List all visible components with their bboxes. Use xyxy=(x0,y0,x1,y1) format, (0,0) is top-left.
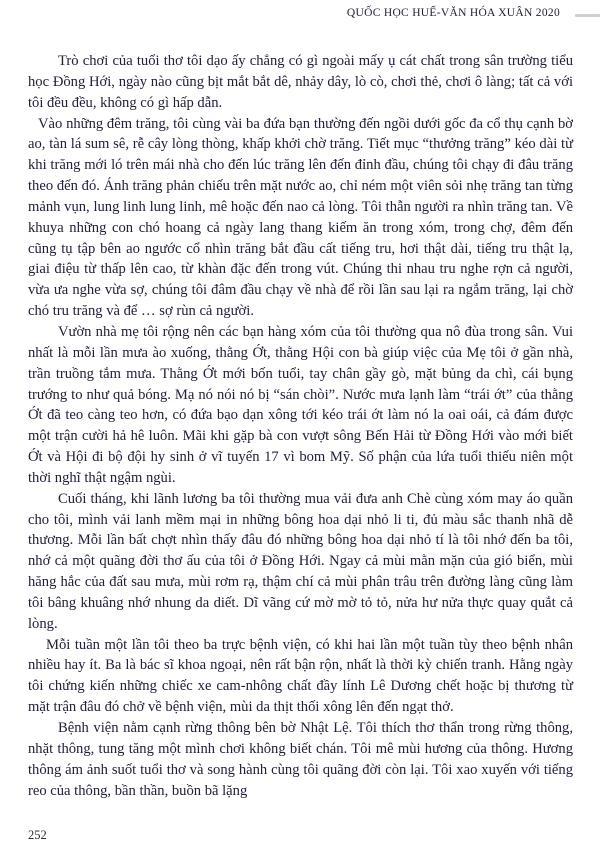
scan-artifact-mark xyxy=(575,14,600,17)
body-paragraph: Mỗi tuần một lần tôi theo ba trực bệnh viện, có khi hai lần một tuần tùy theo bệnh nhân nhiều hay ít. Ba là bác sĩ khoa ngoại, nên rất bận rộn, nhất là thời kỳ chiến tranh. Hằng ngày tôi chứng kiến những chiếc xe cam-nhông chất đầy lính Lê Dương chết hoặc bị thương từ mặt trận đâu đó chở về bệnh viện, mùi da thịt thối xông lên đến ngạt thở. xyxy=(28,636,573,716)
body-paragraph: Cuối tháng, khi lãnh lương ba tôi thường mua vải đưa anh Chè cùng xóm may áo quần cho tôi, mình vải lanh mềm mại in những bông hoa dại nhỏ li ti, đủ màu sắc thanh nhã dễ thương. Mỗi lần bất chợt nhìn thấy đâu đó những bông hoa dại nhỏ tí là tôi nhớ đến ba tôi, nhớ cả một quãng đời thơ ấu của tôi ở Đồng Hới. Ngay cả mùi mằn mặn của gió biển, mùi hăng hắc của đất sau mưa, mùi rơm rạ, thậm chí cả mùi phân trâu trên đường làng cũng làm tôi bâng khuâng nhớ nhung da diết. Dĩ vãng cứ mờ mờ tỏ tỏ, nửa hư nửa thực quay quắt cả lòng. xyxy=(28,490,573,632)
body-paragraph: Bệnh viện nằm cạnh rừng thông bên bờ Nhật Lệ. Tôi thích thơ thẩn trong rừng thông, nhặt thông, tung tăng một mình chơi không biết chán. Tôi mê mùi hương của thông. Hương thông ám ảnh suốt tuổi thơ và song hành cùng tôi quãng đời còn lại. Tôi xao xuyến với tiếng reo của thông, bần thần, buồn bã lặng xyxy=(28,720,573,799)
body-paragraph: Vườn nhà mẹ tôi rộng nên các bạn hàng xóm của tôi thường qua nô đùa trong sân. Vui nhất là mỗi lần mưa ào xuống, thằng Ớt, thằng Hội con bà giúp việc của Mẹ tôi ở gần nhà, trần truồng tắm mưa. Thằng Ớt mới bốn tuổi, tay chân gầy gò, mặt bủng da chì, cái bụng trướng to như quả bóng. Mạ nó nói nó bị “sán chòi”. Nước mưa lạnh làm “trái ớt” của thằng Ớt đã teo càng teo hơn, có đứa bạo dạn xông tới kéo trái ớt làm nó la oai oái, cả đám được một trận cười hả hê luôn. Mãi khi gặp bà con vượt sông Bến Hải từ Đồng Hới vào mới biết Ớt và Hội đi bộ đội hy sinh ở vĩ tuyến 17 vì bom Mỹ. Số phận của lứa tuổi thiếu niên một thời nghĩ thật ngậm ngùi. xyxy=(28,323,573,486)
body-paragraph: Trò chơi của tuổi thơ tôi dạo ấy chẳng có gì ngoài mấy ụ cát chất trong sân trường tiểu học Đồng Hới, ngày nào cũng bịt mắt bắt dê, nhảy dây, lò cò, chơi thẻ, chơi ô làng; tất cả với tôi đều đều, không có gì hấp dẫn. xyxy=(28,53,573,111)
page-number: 252 xyxy=(28,828,47,842)
body-paragraph: Vào những đêm trăng, tôi cùng vài ba đứa bạn thường đến ngồi dưới gốc đa cổ thụ cạnh bờ ao, tàn lá sum sê, rễ cây lòng thòng, khấp khởi chờ trăng. Tiết mục “thưởng trăng” kéo dài từ khi trăng mới ló trên mái nhà cho đến lúc trăng lên đến đỉnh đầu, chúng tôi chạy đi đâu trăng theo đến đó. Ánh trăng phản chiếu trên mặt nước ao, chỉ ném một viên sỏi nhẹ trăng tan từng mảnh vụn, lung linh lung linh, mê hoặc đến nao cả lòng. Tôi thẫn người ra nhìn trăng tan. Về khuya những con chó hoang cả ngày lang thang kiếm ăn trong xóm, trong chợ, đêm đến cũng tụ tập bên ao ngước cổ nhìn trăng bắt đầu cất tiếng tru, hơi thật dài, tiếng tru thật lạ, giai điệu từ thấp lên cao, từ khàn đặc đến trong vút. Chúng thi nhau tru nghe rợn cả người, vừa ưa nghe vừa sợ, chúng tôi đâm đầu chạy về nhà để rồi lần sau lại ra ngắm trăng, lại chờ chó tru trăng và để … sợ rùn cả người. xyxy=(28,115,573,320)
body-text xyxy=(28,51,573,801)
running-header: QUỐC HỌC HUẾ-VĂN HÓA XUÂN 2020 xyxy=(346,7,560,19)
